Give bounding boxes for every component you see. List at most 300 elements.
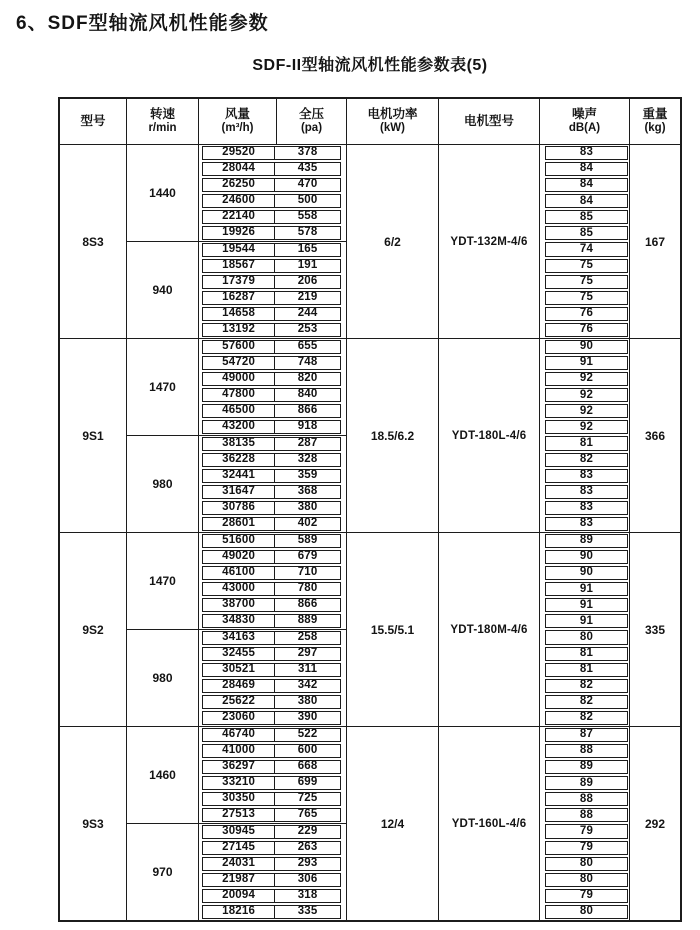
pressure-cell: 335	[297, 905, 318, 918]
airflow-cell: 38135	[203, 438, 275, 450]
speed-group	[127, 629, 346, 726]
table-row	[199, 678, 346, 694]
header-cell-motor-power	[347, 99, 439, 144]
noise-cell: 84	[545, 162, 628, 176]
pressure-cell: 710	[297, 566, 318, 579]
noise-cell: 81	[545, 663, 628, 677]
table-row	[540, 516, 629, 532]
flow-pressure-box	[202, 728, 341, 742]
header-label: 噪声	[571, 107, 597, 122]
table-row	[540, 500, 629, 516]
table-row	[540, 759, 629, 775]
flow-pressure-rows	[199, 145, 346, 241]
airflow-cell: 14658	[203, 308, 275, 320]
pressure-cell: 435	[297, 162, 318, 175]
flow-pressure-box	[202, 857, 341, 871]
table-row	[199, 565, 346, 581]
airflow-cell: 36297	[203, 761, 275, 773]
flow-pressure-box	[202, 889, 341, 903]
airflow-cell: 57600	[203, 341, 275, 353]
airflow-cell: 19544	[203, 244, 275, 256]
table-row	[199, 419, 346, 435]
model-section	[60, 339, 680, 533]
airflow-cell: 38700	[203, 599, 275, 611]
flow-pressure-box	[202, 259, 341, 273]
flow-pressure-box	[202, 534, 341, 548]
noise-cell: 91	[545, 598, 628, 612]
pressure-cell: 293	[297, 857, 318, 870]
airflow-cell: 13192	[203, 324, 275, 336]
table-row	[199, 840, 346, 856]
pressure-cell: 655	[297, 340, 318, 353]
airflow-cell: 24600	[203, 195, 275, 207]
flow-pressure-box	[202, 178, 341, 192]
airflow-cell: 34830	[203, 615, 275, 627]
table-row	[199, 904, 346, 920]
airflow-cell: 46100	[203, 567, 275, 579]
flow-pressure-box	[202, 404, 341, 418]
motor-model-cell: YDT-132M-4/6	[439, 145, 540, 338]
speed-flow-pressure-block	[127, 533, 347, 726]
table-row	[540, 484, 629, 500]
motor-model-cell: YDT-160L-4/6	[439, 727, 540, 920]
flow-pressure-rows	[199, 727, 346, 823]
table-row	[540, 371, 629, 387]
table-row	[540, 807, 629, 823]
noise-cell: 82	[545, 453, 628, 467]
airflow-cell: 32455	[203, 648, 275, 660]
header-cell-noise	[540, 99, 630, 144]
airflow-cell: 25622	[203, 696, 275, 708]
flow-pressure-box	[202, 275, 341, 289]
pressure-cell: 840	[297, 388, 318, 401]
header-cell-airflow	[199, 99, 277, 144]
header-label: 型号	[80, 114, 106, 129]
noise-cell: 88	[545, 808, 628, 822]
table-row	[540, 840, 629, 856]
table-row	[199, 549, 346, 565]
header-unit: (pa)	[300, 122, 323, 135]
airflow-cell: 32441	[203, 470, 275, 482]
noise-cell: 80	[545, 905, 628, 919]
table-row	[540, 662, 629, 678]
table-row	[199, 452, 346, 468]
speed-group	[127, 241, 346, 338]
table-row	[540, 629, 629, 645]
flow-pressure-box	[202, 808, 341, 822]
pressure-cell: 866	[297, 598, 318, 611]
table-row	[199, 274, 346, 290]
noise-column	[540, 145, 630, 338]
table-header	[60, 99, 680, 145]
speed-cell: 970	[127, 824, 199, 920]
noise-column	[540, 533, 630, 726]
pressure-cell: 522	[297, 728, 318, 741]
flow-pressure-box	[202, 825, 341, 839]
table-row	[199, 484, 346, 500]
noise-cell: 83	[545, 501, 628, 515]
table-row	[540, 419, 629, 435]
pressure-cell: 258	[297, 631, 318, 644]
table-row	[199, 872, 346, 888]
table-row	[540, 646, 629, 662]
pressure-cell: 699	[297, 776, 318, 789]
header-cell-motor-model	[439, 99, 540, 144]
noise-cell: 81	[545, 647, 628, 661]
flow-pressure-box	[202, 485, 341, 499]
noise-cell: 85	[545, 226, 628, 240]
flow-pressure-box	[202, 598, 341, 612]
pressure-cell: 679	[297, 550, 318, 563]
noise-cell: 92	[545, 372, 628, 386]
noise-cell: 89	[545, 776, 628, 790]
table-body	[60, 145, 680, 920]
pressure-cell: 311	[298, 663, 318, 676]
airflow-cell: 36228	[203, 454, 275, 466]
noise-column	[540, 339, 630, 532]
speed-group	[127, 435, 346, 532]
pressure-cell: 206	[297, 275, 318, 288]
flow-pressure-box	[202, 841, 341, 855]
noise-cell: 84	[545, 194, 628, 208]
pressure-cell: 402	[297, 517, 318, 530]
table-row	[199, 258, 346, 274]
pressure-cell: 229	[297, 825, 318, 838]
table-row	[540, 710, 629, 726]
table-row	[540, 856, 629, 872]
airflow-cell: 46740	[203, 729, 275, 741]
table-row	[540, 549, 629, 565]
speed-group	[127, 533, 346, 629]
table-row	[199, 500, 346, 516]
noise-cell: 88	[545, 744, 628, 758]
noise-cell: 79	[545, 824, 628, 838]
pressure-cell: 765	[297, 808, 318, 821]
airflow-cell: 23060	[203, 712, 275, 724]
table-row	[540, 581, 629, 597]
table-row	[540, 161, 629, 177]
header-unit: dB(A)	[568, 122, 601, 135]
noise-cell: 87	[545, 728, 628, 742]
table-row	[199, 403, 346, 419]
airflow-cell: 33210	[203, 777, 275, 789]
table-row	[540, 565, 629, 581]
airflow-cell: 26250	[203, 179, 275, 191]
table-row	[199, 225, 346, 241]
flow-pressure-box	[202, 307, 341, 321]
table-row	[199, 161, 346, 177]
noise-cell: 91	[545, 582, 628, 596]
noise-cell: 83	[545, 517, 628, 531]
table-row	[199, 856, 346, 872]
flow-pressure-box	[202, 323, 341, 337]
flow-pressure-box	[202, 340, 341, 354]
motor-model-cell: YDT-180L-4/6	[439, 339, 540, 532]
noise-cell: 74	[545, 242, 628, 256]
pressure-cell: 263	[297, 841, 318, 854]
flow-pressure-box	[202, 905, 341, 919]
motor-model-cell: YDT-180M-4/6	[439, 533, 540, 726]
table-row	[199, 322, 346, 338]
noise-cell: 79	[545, 841, 628, 855]
airflow-cell: 17379	[203, 276, 275, 288]
model-section	[60, 727, 680, 920]
table-row	[540, 435, 629, 451]
noise-cell: 91	[545, 614, 628, 628]
airflow-cell: 20094	[203, 890, 275, 902]
pressure-cell: 725	[297, 792, 318, 805]
noise-cell: 88	[545, 792, 628, 806]
header-label: 转速	[149, 107, 175, 122]
noise-cell: 75	[545, 259, 628, 273]
airflow-cell: 24031	[203, 858, 275, 870]
airflow-cell: 30350	[203, 793, 275, 805]
airflow-cell: 27513	[203, 809, 275, 821]
airflow-cell: 43000	[203, 583, 275, 595]
weight-cell: 335	[644, 622, 666, 637]
table-row	[199, 791, 346, 807]
flow-pressure-rows	[199, 436, 346, 532]
speed-cell: 980	[127, 630, 199, 726]
model-cell: 8S3	[60, 145, 127, 338]
pressure-cell: 318	[297, 889, 318, 902]
pressure-cell: 470	[297, 178, 318, 191]
flow-pressure-box	[202, 582, 341, 596]
speed-cell: 940	[127, 242, 199, 338]
header-label: 电机功率	[367, 107, 418, 122]
speed-cell: 1470	[127, 339, 199, 435]
flow-pressure-box	[202, 372, 341, 386]
pressure-cell: 578	[297, 226, 318, 239]
airflow-cell: 29520	[203, 147, 275, 159]
table-row	[199, 339, 346, 355]
flow-pressure-box	[202, 792, 341, 806]
table-row	[540, 775, 629, 791]
flow-pressure-box	[202, 873, 341, 887]
header-cell-model	[60, 99, 127, 144]
table-row	[540, 339, 629, 355]
table-row	[199, 759, 346, 775]
table-row	[540, 177, 629, 193]
pressure-cell: 297	[297, 647, 318, 660]
table-row	[540, 355, 629, 371]
table-row	[199, 209, 346, 225]
table-row	[540, 241, 629, 257]
airflow-cell: 31647	[203, 486, 275, 498]
flow-pressure-box	[202, 631, 341, 645]
flow-pressure-box	[202, 453, 341, 467]
table-row	[540, 387, 629, 403]
flow-pressure-box	[202, 776, 341, 790]
flow-pressure-box	[202, 566, 341, 580]
flow-pressure-rows	[199, 630, 346, 726]
table-row	[199, 888, 346, 904]
noise-cell: 75	[545, 275, 628, 289]
noise-cell: 76	[545, 307, 628, 321]
pressure-cell: 780	[297, 582, 318, 595]
table-row	[540, 823, 629, 839]
motor-power-cell: 12/4	[347, 727, 439, 920]
flow-pressure-rows	[199, 242, 346, 338]
table-row	[199, 581, 346, 597]
noise-cell: 82	[545, 679, 628, 693]
speed-cell: 1470	[127, 533, 199, 629]
header-unit: (kW)	[380, 122, 405, 135]
noise-cell: 83	[545, 146, 628, 160]
table-row	[199, 516, 346, 532]
table-row	[199, 145, 346, 161]
pressure-cell: 390	[297, 711, 318, 724]
table-row	[199, 387, 346, 403]
airflow-cell: 18567	[203, 260, 275, 272]
header-cell-pressure	[277, 99, 347, 144]
table-row	[540, 403, 629, 419]
speed-cell: 980	[127, 436, 199, 532]
pressure-cell: 244	[297, 307, 318, 320]
pressure-cell: 380	[297, 695, 318, 708]
airflow-cell: 34163	[203, 632, 275, 644]
noise-cell: 91	[545, 356, 628, 370]
table-row	[199, 824, 346, 840]
airflow-cell: 43200	[203, 421, 275, 433]
flow-pressure-box	[202, 469, 341, 483]
motor-power-cell: 6/2	[347, 145, 439, 338]
weight-cell: 366	[644, 428, 666, 443]
flow-pressure-box	[202, 162, 341, 176]
airflow-cell: 49000	[203, 373, 275, 385]
speed-group	[127, 823, 346, 920]
flow-pressure-box	[202, 291, 341, 305]
speed-group	[127, 339, 346, 435]
pressure-cell: 359	[297, 469, 318, 482]
flow-pressure-box	[202, 146, 341, 160]
table-row	[199, 727, 346, 743]
table-row	[540, 597, 629, 613]
weight-cell: 167	[644, 234, 666, 249]
model-cell: 9S2	[60, 533, 127, 726]
weight-cell: 292	[644, 816, 666, 831]
flow-pressure-box	[202, 744, 341, 758]
table-row	[540, 743, 629, 759]
table-row	[540, 225, 629, 241]
airflow-cell: 28601	[203, 518, 275, 530]
speed-flow-pressure-block	[127, 727, 347, 920]
table-row	[540, 145, 629, 161]
airflow-cell: 30521	[203, 664, 275, 676]
flow-pressure-box	[202, 663, 341, 677]
page-title: 6、SDF型轴流风机性能参数	[16, 13, 269, 34]
noise-cell: 90	[545, 550, 628, 564]
pressure-cell: 287	[297, 437, 318, 450]
pressure-cell: 368	[297, 485, 318, 498]
noise-cell: 92	[545, 404, 628, 418]
header-cell-speed	[127, 99, 199, 144]
noise-cell: 84	[545, 178, 628, 192]
airflow-cell: 22140	[203, 211, 275, 223]
table-row	[540, 888, 629, 904]
table-row	[540, 727, 629, 743]
noise-cell: 90	[545, 566, 628, 580]
flow-pressure-box	[202, 614, 341, 628]
table-row	[540, 468, 629, 484]
noise-cell: 83	[545, 469, 628, 483]
pressure-cell: 380	[297, 501, 318, 514]
flow-pressure-rows	[199, 824, 346, 920]
table-row	[199, 355, 346, 371]
airflow-cell: 27145	[203, 842, 275, 854]
pressure-cell: 306	[297, 873, 318, 886]
flow-pressure-box	[202, 243, 341, 257]
noise-cell: 89	[545, 534, 628, 548]
flow-pressure-box	[202, 517, 341, 531]
table-row	[199, 630, 346, 646]
flow-pressure-box	[202, 679, 341, 693]
pressure-cell: 820	[297, 372, 318, 385]
noise-cell: 89	[545, 760, 628, 774]
table-row	[199, 436, 346, 452]
table-row	[540, 274, 629, 290]
noise-cell: 82	[545, 695, 628, 709]
noise-cell: 80	[545, 873, 628, 887]
header-label: 风量	[224, 107, 250, 122]
airflow-cell: 30945	[203, 826, 275, 838]
pressure-cell: 191	[297, 259, 318, 272]
airflow-cell: 28044	[203, 163, 275, 175]
table-row	[540, 678, 629, 694]
speed-group	[127, 145, 346, 241]
flow-pressure-box	[202, 695, 341, 709]
table-row	[540, 613, 629, 629]
pressure-cell: 378	[297, 146, 318, 159]
table-row	[199, 662, 346, 678]
table-row	[540, 533, 629, 549]
table-row	[199, 775, 346, 791]
airflow-cell: 54720	[203, 357, 275, 369]
model-section	[60, 533, 680, 727]
pressure-cell: 600	[297, 744, 318, 757]
model-section	[60, 145, 680, 339]
model-cell: 9S1	[60, 339, 127, 532]
noise-cell: 90	[545, 340, 628, 354]
flow-pressure-box	[202, 226, 341, 240]
table-row	[540, 258, 629, 274]
pressure-cell: 342	[297, 679, 318, 692]
table-row	[199, 371, 346, 387]
pressure-cell: 889	[297, 614, 318, 627]
noise-cell: 82	[545, 711, 628, 725]
airflow-cell: 49020	[203, 551, 275, 563]
noise-cell: 81	[545, 436, 628, 450]
pressure-cell: 918	[297, 420, 318, 433]
airflow-cell: 30786	[203, 502, 275, 514]
header-unit: (m³/h)	[221, 122, 254, 135]
table-row	[540, 452, 629, 468]
header-cell-weight	[630, 99, 680, 144]
speed-flow-pressure-block	[127, 339, 347, 532]
noise-cell: 76	[545, 323, 628, 337]
airflow-cell: 16287	[203, 292, 275, 304]
pressure-cell: 748	[297, 356, 318, 369]
table-row	[540, 193, 629, 209]
airflow-cell: 47800	[203, 389, 275, 401]
table-row	[199, 710, 346, 726]
table-row	[199, 613, 346, 629]
noise-cell: 75	[545, 291, 628, 305]
table-row	[199, 242, 346, 258]
table-row	[199, 306, 346, 322]
table-row	[199, 597, 346, 613]
performance-table	[58, 97, 682, 922]
